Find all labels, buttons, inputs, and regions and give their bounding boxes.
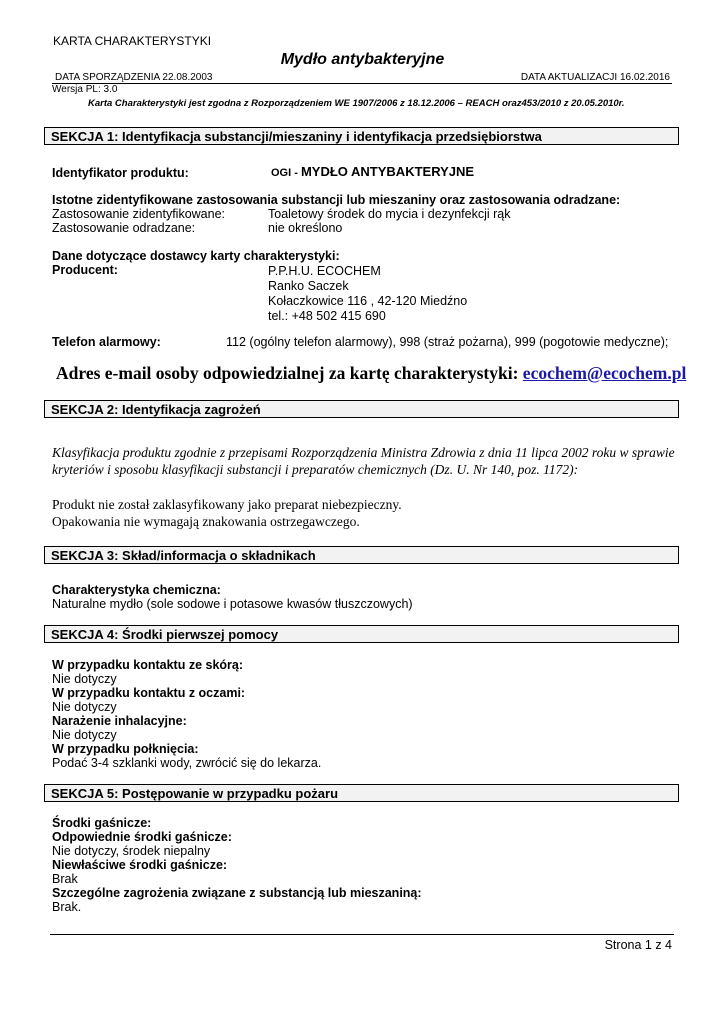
producer-label: Producent: [52, 263, 118, 277]
page-number: Strona 1 z 4 [604, 938, 672, 952]
first-aid-label: W przypadku kontaktu z oczami: [52, 686, 246, 700]
first-aid-value: Podać 3-4 szklanki wody, zwrócić się do lekarza. [52, 756, 322, 770]
hazard-statements [52, 496, 402, 530]
emergency-phone-label: Telefon alarmowy: [52, 335, 161, 349]
first-aid-label: Narażenie inhalacyjne: [52, 714, 187, 728]
first-aid-label: W przypadku połknięcia: [52, 742, 199, 756]
date-created: DATA SPORZĄDZENIA 22.08.2003 [55, 72, 213, 83]
first-aid-value: Nie dotyczy [52, 672, 117, 686]
email-link[interactable]: ecochem@ecochem.pl [522, 363, 687, 383]
chem-characteristics-value: Naturalne mydło (sole sodowe i potasowe kwasów tłuszczowych) [52, 597, 413, 611]
email-label: Adres e-mail osoby odpowiedzialnej za kartę charakterystyki: [56, 363, 523, 383]
section-4-header: SEKCJA 4: Środki pierwszej pomocy [44, 625, 679, 643]
identified-use-value: Toaletowy środek do mycia i dezynfekcji rąk [268, 207, 511, 221]
product-id-label: Identyfikator produktu: [52, 166, 189, 180]
responsible-email [56, 363, 686, 384]
classification-text [52, 444, 675, 478]
suitable-media-value: Nie dotyczy, środek niepalny [52, 844, 211, 858]
section-1-header: SEKCJA 1: Identyfikacja substancji/mieszaniny i identyfikacja przedsiębiorstwa [44, 127, 679, 145]
advised-against-label: Zastosowanie odradzane: [52, 221, 196, 235]
footer-divider [50, 934, 674, 935]
product-code: OGI - [271, 167, 301, 179]
section-3-header: SEKCJA 3: Skład/informacja o składnikach [44, 546, 679, 564]
hazard-statement: Opakowania nie wymagają znakowania ostrzegawczego. [52, 514, 360, 529]
producer-line: Kołaczkowice 116 , 42-120 Miedźno [268, 294, 468, 308]
product-name: MYDŁO ANTYBAKTERYJNE [300, 164, 475, 179]
classification-line: kryteriów i sposobu klasyfikacji substancji i preparatów chemicznych (Dz. U. Nr 140, poz. 1172): [52, 462, 579, 477]
version: Wersja PL: 3.0 [52, 84, 118, 95]
first-aid-value: Nie dotyczy [52, 700, 117, 714]
section-2-header: SEKCJA 2: Identyfikacja zagrożeń [44, 400, 679, 418]
date-updated: DATA AKTUALIZACJI 16.02.2016 [520, 72, 670, 83]
unsuitable-media-label: Niewłaściwe środki gaśnicze: [52, 858, 228, 872]
special-hazards-label: Szczególne zagrożenia związane z substancją lub mieszaniną: [52, 886, 422, 900]
chem-characteristics-label: Charakterystyka chemiczna: [52, 583, 221, 597]
special-hazards-value: Brak. [52, 900, 82, 914]
producer-address [268, 264, 467, 324]
product-identifier [271, 164, 474, 179]
first-aid-label: W przypadku kontaktu ze skórą: [52, 658, 244, 672]
classification-line: Klasyfikacja produktu zgodnie z przepisami Rozporządzenia Ministra Zdrowia z dnia 11 lipca 2002 roku w sprawie [52, 445, 675, 460]
document-type: KARTA CHARAKTERYSTYKI [53, 34, 212, 48]
advised-against-value: nie określono [268, 221, 343, 235]
compliance-note: Karta Charakterystyki jest zgodna z Rozporządzeniem WE 1907/2006 z 18.12.2006 – REACH oraz453/2010 z 20.05.2010r. [88, 98, 625, 109]
first-aid-value: Nie dotyczy [52, 728, 117, 742]
producer-line: P.P.H.U. ECOCHEM [268, 264, 381, 278]
uses-heading: Istotne zidentyfikowane zastosowania substancji lub mieszaniny oraz zastosowania odradzane: [52, 193, 621, 207]
hazard-statement: Produkt nie został zaklasyfikowany jako preparat niebezpieczny. [52, 497, 402, 512]
section-5-header: SEKCJA 5: Postępowanie w przypadku pożaru [44, 784, 679, 802]
suitable-media-label: Odpowiednie środki gaśnicze: [52, 830, 232, 844]
extinguishing-media-heading: Środki gaśnicze: [52, 816, 152, 830]
supplier-heading: Dane dotyczące dostawcy karty charakterystyki: [52, 249, 340, 263]
fire-fighting-measures [52, 816, 422, 914]
header-divider [52, 83, 672, 84]
first-aid-list [52, 658, 321, 770]
document-title: Mydło antybakteryjne [280, 51, 445, 68]
identified-use-label: Zastosowanie zidentyfikowane: [52, 207, 226, 221]
unsuitable-media-value: Brak [52, 872, 78, 886]
emergency-phone-value: 112 (ogólny telefon alarmowy), 998 (straż pożarna), 999 (pogotowie medyczne); [226, 335, 669, 349]
producer-phone: tel.: +48 502 415 690 [268, 309, 386, 323]
producer-line: Ranko Saczek [268, 279, 349, 293]
